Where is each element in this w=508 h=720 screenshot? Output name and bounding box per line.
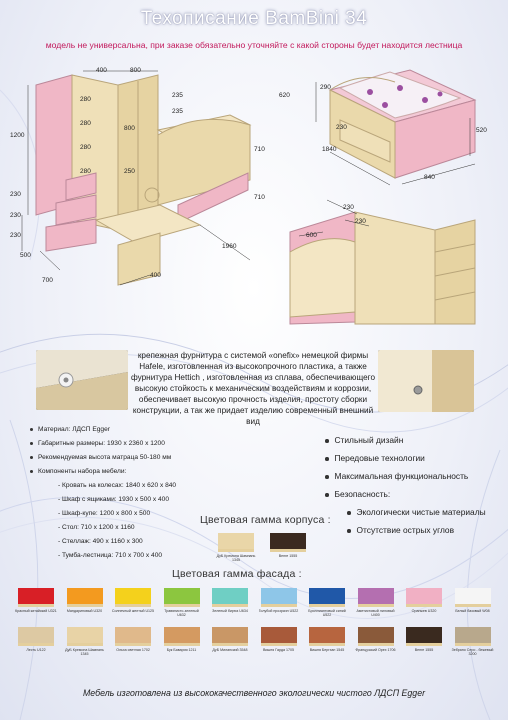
- dim-main-20: 400: [150, 272, 161, 279]
- dim-main-1: 400: [96, 67, 107, 74]
- staircase-warning: модель не универсальна, при заказе обязательно уточняйте с какой стороны будет находится лестница: [45, 40, 463, 50]
- swatch-label: ДуБ Кремона Шампань 1345: [65, 648, 104, 656]
- swatch-label: Бук Бавария 1211: [166, 648, 197, 652]
- swatch-color: [261, 588, 297, 604]
- component-item: - Стеллаж: 490 х 1160 х 300: [58, 538, 143, 545]
- color-swatch: [18, 627, 54, 652]
- swatch-label: Вишня Гарда 1705: [263, 648, 294, 652]
- swatch-color: [18, 588, 54, 604]
- page-title: Техописание BamBini 34: [140, 8, 368, 29]
- dim-main-7: 800: [124, 125, 135, 132]
- safety-item: Отсутствие острых углов: [347, 525, 454, 535]
- swatch-color: [261, 627, 297, 643]
- feature-item: Передовые технологии: [325, 453, 425, 463]
- swatch-color: [164, 627, 200, 643]
- component-item: - Кровать на колесах: 1840 х 620 х 840: [58, 482, 177, 489]
- dim-main-16: 710: [254, 194, 265, 201]
- body-gamma-title: Цветовая гамма корпуса :: [200, 514, 331, 526]
- swatch-label: Белый базовый W08: [455, 609, 490, 613]
- spec-item: Компоненты набора мебели:: [30, 468, 126, 475]
- swatch-color: [164, 588, 200, 604]
- dim-bed-6: 520: [476, 127, 487, 134]
- dim-bed-3: 230: [336, 124, 347, 131]
- color-swatch: [309, 627, 345, 652]
- dim-main-3: 235: [172, 92, 183, 99]
- swatch-label: Солнечный желтый U125: [111, 609, 155, 613]
- swatch-label: Венге 1555: [278, 554, 298, 558]
- dim-bed-1: 620: [279, 92, 290, 99]
- swatch-label: Зеленый бирюз U634: [212, 609, 248, 613]
- hettich-fitting-photo: [378, 350, 474, 412]
- color-swatch: [66, 588, 103, 613]
- color-swatch: [164, 627, 200, 652]
- swatch-color: [358, 627, 394, 643]
- swatch-label: Венге 1555: [414, 648, 434, 652]
- dim-main-14: 230: [10, 212, 21, 219]
- swatch-color: [115, 588, 151, 604]
- color-swatch: [216, 533, 256, 562]
- color-swatch: [451, 627, 494, 656]
- swatch-color: [212, 588, 248, 604]
- dim-main-18: 700: [42, 277, 53, 284]
- dim-main-10: 280: [80, 168, 91, 175]
- spec-item: Габаритные размеры: 1930 х 2360 х 1200: [30, 440, 165, 447]
- swatch-label: Травянисто-зеленый U632: [164, 609, 199, 617]
- dim-main-17: 500: [20, 252, 31, 259]
- swatch-color: [309, 588, 345, 604]
- dim-wardrobe-3: 600: [306, 232, 317, 239]
- dim-main-9: 280: [80, 144, 91, 151]
- dim-main-19: 1960: [222, 243, 237, 250]
- swatch-color: [218, 533, 254, 549]
- safety-item: Экологически чистые материалы: [347, 507, 486, 517]
- swatch-color: [406, 588, 442, 604]
- dim-bed-5: 840: [424, 174, 435, 181]
- color-swatch: [308, 588, 346, 617]
- dim-main-13: 230: [10, 191, 21, 198]
- dim-main-2: 800: [130, 67, 141, 74]
- swatch-color: [67, 588, 103, 604]
- footer-note: Мебель изготовлена из высококачественного экологически чистого ЛДСП Egger: [82, 688, 426, 698]
- swatch-label: Голубой прозрачн U522: [258, 609, 299, 613]
- dim-main-8: 1200: [10, 132, 25, 139]
- swatch-label: Лесть U122: [26, 648, 46, 652]
- feature-item: Безопасность:: [325, 489, 390, 499]
- color-swatch: [65, 627, 104, 656]
- dim-main-5: 280: [80, 96, 91, 103]
- swatch-label: Оранжев U320: [411, 609, 437, 613]
- swatch-color: [270, 533, 306, 549]
- swatch-label: Ольха светлая 1702: [116, 648, 150, 652]
- spec-item: Материал: ЛДСП Egger: [30, 426, 110, 433]
- color-swatch: [212, 627, 248, 652]
- color-swatch: [258, 588, 299, 613]
- dim-main-12: 710: [254, 146, 265, 153]
- dim-bed-2: 290: [320, 84, 331, 91]
- swatch-label: Вишня Бергхан 1545: [309, 648, 345, 652]
- hafele-fitting-photo: [36, 350, 128, 410]
- swatch-color: [212, 627, 248, 643]
- color-swatch: [355, 627, 396, 652]
- feature-item: Стильный дизайн: [325, 435, 403, 445]
- dim-main-15: 230: [10, 232, 21, 239]
- swatch-color: [455, 627, 491, 643]
- facade-gamma-title: Цветовая гамма фасада :: [172, 568, 302, 580]
- swatch-color: [115, 627, 151, 643]
- dim-wardrobe-1: 230: [343, 204, 354, 211]
- component-item: - Стол: 710 х 1200 х 1160: [58, 524, 135, 531]
- dim-wardrobe-2: 230: [355, 218, 366, 225]
- swatch-color: [67, 627, 103, 643]
- swatch-color: [18, 627, 54, 643]
- fittings-description: крепежная фурнитура с системой «onefix» немецкой фирмы Hafele, изготовленная из высокопрочного пластика, а также фурнитура Hettich , изготовленная из сплава, обеспечивающего высокую стойкость к механическим воздействиям и коррозии, обеспечивает высокую прочность изделия, простоту сборки конструкции, а так же придает изделию современный внешний вид: [130, 351, 376, 426]
- component-item: - Тумба-лестница: 710 х 700 х 400: [58, 552, 163, 559]
- color-swatch: [212, 588, 248, 613]
- color-swatch: [164, 588, 200, 617]
- swatch-color: [455, 588, 491, 604]
- color-swatch: [115, 627, 151, 652]
- swatch-color: [406, 627, 442, 643]
- swatch-label: Бриллиантовый синий U522: [308, 609, 346, 617]
- swatch-label: Зебрано Серо - бежевый 3200: [451, 648, 494, 656]
- color-swatch: [406, 588, 442, 613]
- swatch-color: [358, 588, 394, 604]
- swatch-label: Французский Орех 1706: [355, 648, 396, 652]
- wardrobe-drawing: [285, 192, 490, 327]
- color-swatch: [261, 627, 297, 652]
- color-swatch: [15, 588, 57, 613]
- component-item: - Шкаф с ящиками: 1930 х 500 х 400: [58, 496, 170, 503]
- dim-main-11: 250: [124, 168, 135, 175]
- color-swatch: [270, 533, 306, 558]
- swatch-color: [309, 627, 345, 643]
- main-furniture-drawing: [0, 55, 290, 290]
- swatch-label: ДуБ Кремона Шампань 1345: [216, 554, 256, 562]
- dim-main-4: 235: [172, 108, 183, 115]
- swatch-label: Аметистовый лиловый U400: [356, 609, 395, 617]
- component-item: - Шкаф-купе: 1200 х 800 х 500: [58, 510, 151, 517]
- dim-bed-4: 1840: [322, 146, 337, 153]
- feature-item: Максимальная функциональность: [325, 471, 468, 481]
- swatch-label: ДуБ Миланский 3548: [212, 648, 248, 652]
- color-swatch: [111, 588, 155, 613]
- color-swatch: [356, 588, 395, 617]
- swatch-label: Мандариновый U320: [66, 609, 103, 613]
- color-swatch: [455, 588, 491, 613]
- bed-drawing: [290, 60, 500, 190]
- color-swatch: [406, 627, 442, 652]
- spec-item: Рекомендуемая высота матраца 50-180 мм: [30, 454, 171, 461]
- dim-main-6: 280: [80, 120, 91, 127]
- swatch-label: Красный китайский U321: [15, 609, 57, 613]
